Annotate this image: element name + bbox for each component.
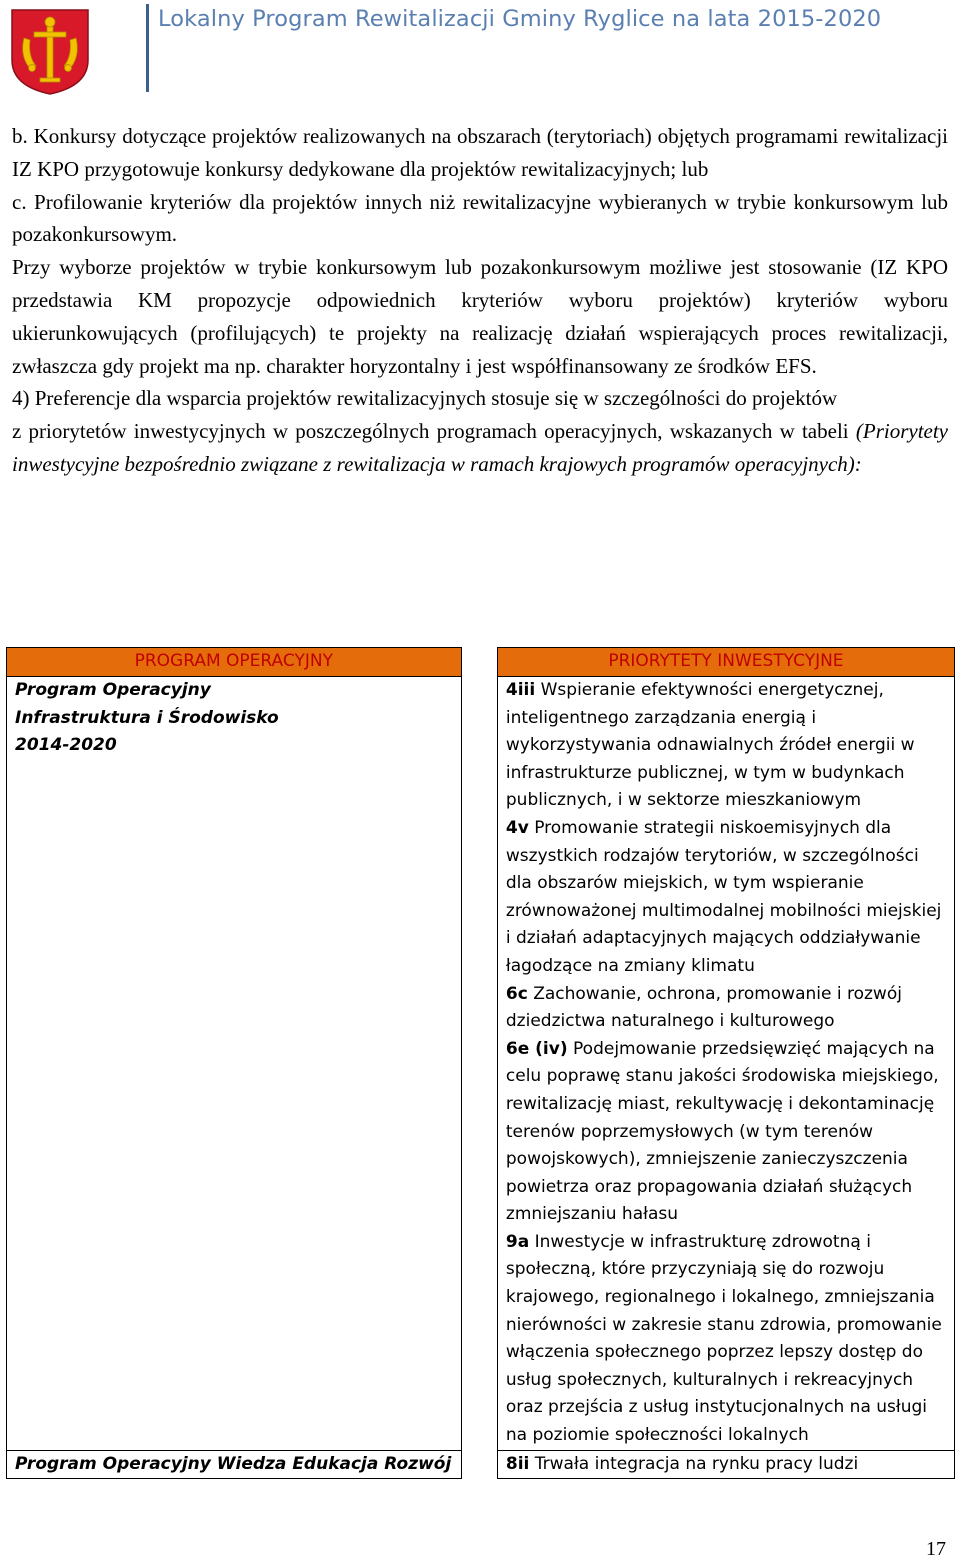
table-row bbox=[7, 677, 955, 1451]
paragraph-b: b. Konkursy dotyczące projektów realizowanych na obszarach (terytoriach) objętych programami rewitalizacji IZ KPO przygotowuje konkursy dedykowane dla projektów rewitalizacyjnych; lub bbox=[12, 124, 948, 181]
paragraph-selection: Przy wyborze projektów w trybie konkursowym lub pozakonkursowym możliwe jest stosowanie (IZ KPO przedstawia KM propozycje odpowiednich kryteriów wyboru projektów) kryteriów wyboru ukierunkowujących (profilujących) te projekty na realizację działań wspierających proces rewitalizacji, zwłaszcza gdy projekt ma np. charakter horyzontalny i jest współfinansowany ze środków EFS. bbox=[12, 255, 948, 378]
priority-text: Wspieranie efektywności energetycznej, inteligentnego zarządzania energią i wykorzystywania odnawialnych źródeł energii w infrastrukturze publicznej, w tym w budynkach publicznych, i w sektorze mieszkaniowym bbox=[505, 680, 915, 811]
program-name-line: 2014-2020 bbox=[15, 735, 117, 756]
priority-text: Promowanie strategii niskoemisyjnych dla wszystkich rodzajów terytoriów, w szczególności dla obszarów miejskich, w tym wspieranie zrównoważonej multimodalnej mobilności miejskiej i działań adaptacyjnych mających oddziaływanie łagodzące na zmiany klimatu bbox=[505, 817, 942, 976]
program-name-line: Infrastruktura i Środowisko bbox=[15, 707, 279, 728]
priorities-cell bbox=[497, 1450, 954, 1479]
priority-item bbox=[506, 815, 946, 981]
paragraph-c: c. Profilowanie kryteriów dla projektów innych niż rewitalizacyjne wybieranych w trybie konkursowym lub pozakonkursowym. bbox=[12, 189, 948, 247]
column-header-program: PROGRAM OPERACYJNY bbox=[7, 648, 462, 677]
priority-item bbox=[506, 1451, 946, 1479]
priority-code: 4iii bbox=[505, 680, 536, 700]
paragraph-4-start: 4) Preferencje dla wsparcia projektów rewitalizacyjnych stosuje się w szczególności do projektów bbox=[12, 386, 838, 411]
paragraph-4-continued bbox=[12, 415, 948, 481]
body-text bbox=[12, 120, 948, 481]
priority-code: 6e (iv) bbox=[505, 1038, 568, 1059]
table-header-row bbox=[7, 648, 955, 677]
document-title: Lokalny Program Rewitalizacji Gminy Ryglice na lata 2015-2020 bbox=[158, 6, 882, 32]
page-number: 17 bbox=[926, 1538, 946, 1560]
page-header bbox=[0, 0, 960, 100]
priority-item bbox=[506, 1229, 946, 1450]
column-gap bbox=[461, 677, 497, 1451]
priority-code: 4v bbox=[505, 817, 529, 838]
priority-item bbox=[506, 677, 946, 815]
coat-of-arms-icon bbox=[10, 8, 90, 96]
column-gap bbox=[461, 648, 497, 677]
table-row bbox=[7, 1450, 955, 1479]
program-cell bbox=[7, 1450, 462, 1479]
priority-item bbox=[506, 981, 946, 1036]
paragraph-4-italic: (Priorytety inwestycyjne bezpośrednio związane z rewitalizacja w ramach krajowych programów operacyjnych): bbox=[12, 419, 949, 476]
priority-text: Podejmowanie przedsięwzięć mających na celu poprawę stanu jakości środowiska miejskiego, rewitalizację miast, rekultywację i dekontaminację terenów poprzemysłowych (w tym terenów powojskowych), zmniejszenie zanieczyszczenia powietrza oraz propagowania działań służących zmniejszaniu hałasu bbox=[505, 1038, 939, 1225]
column-gap bbox=[461, 1450, 497, 1479]
priorities-cell bbox=[497, 677, 954, 1451]
priority-text: Zachowanie, ochrona, promowanie i rozwój dziedzictwa naturalnego i kulturowego bbox=[505, 983, 902, 1032]
priority-code: 6c bbox=[505, 983, 528, 1004]
program-cell bbox=[7, 677, 462, 1451]
priority-item bbox=[506, 1036, 946, 1229]
priority-code: 8ii bbox=[505, 1453, 530, 1474]
program-name-line: Program Operacyjny bbox=[15, 680, 211, 700]
paragraph-4-text: z priorytetów inwestycyjnych w poszczególnych programach operacyjnych, wskazanych w tabeli bbox=[12, 419, 849, 444]
programs-table bbox=[6, 647, 955, 1479]
priority-text: Trwała integracja na rynku pracy ludzi bbox=[529, 1453, 859, 1474]
program-name-line: Program Operacyjny Wiedza Edukacja Rozwój bbox=[15, 1453, 452, 1474]
priority-text: Inwestycje w infrastrukturę zdrowotną i społeczną, które przyczyniają się do rozwoju krajowego, regionalnego i lokalnego, zmniejszania nierówności w zakresie stanu zdrowia, promowanie włączenia społecznego poprzez lepszy dostęp do usług społecznych, kulturalnych i rekreacyjnych oraz przejścia z usług instytucjonalnych na usługi na poziomie społeczności lokalnych bbox=[505, 1231, 942, 1446]
header-divider bbox=[146, 4, 149, 92]
column-header-priorities: PRIORYTETY INWESTYCYJNE bbox=[497, 648, 954, 677]
priority-code: 9a bbox=[505, 1231, 530, 1252]
